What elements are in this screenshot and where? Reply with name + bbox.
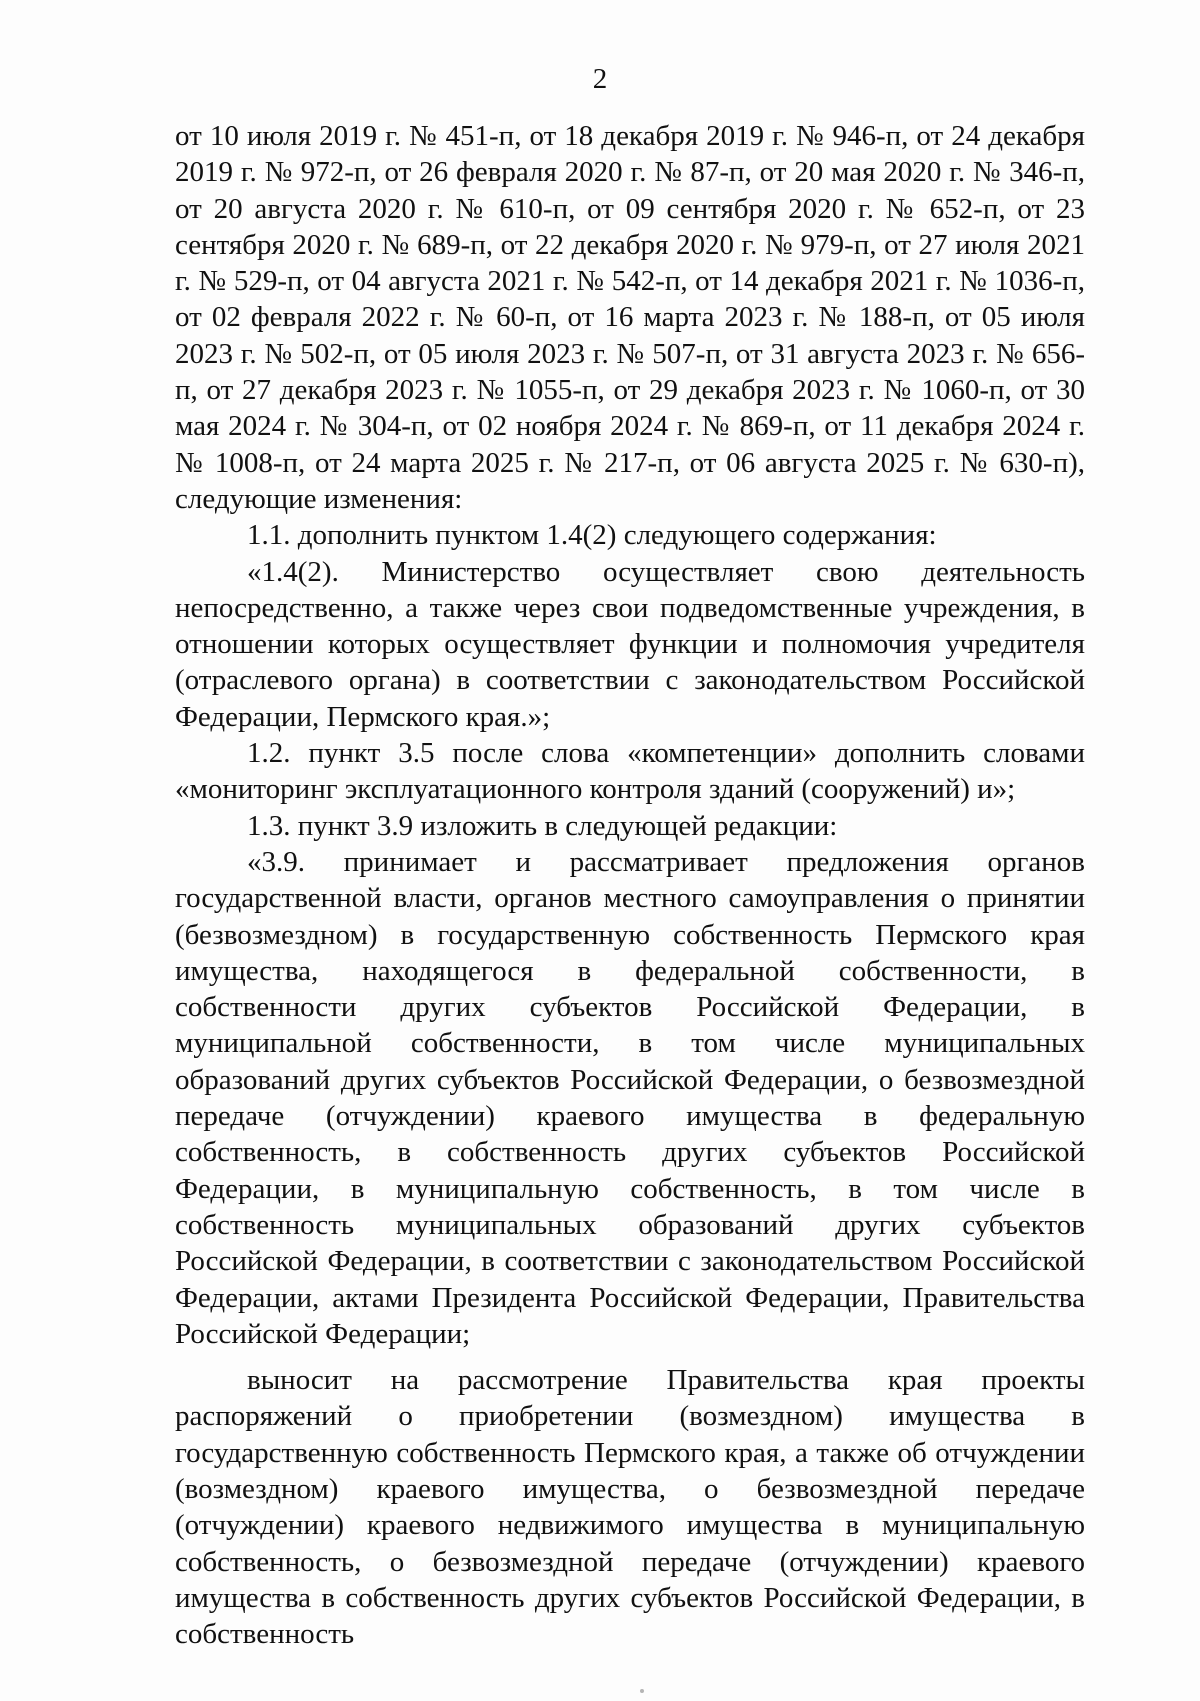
paragraph-item-1-3: 1.3. пункт 3.9 изложить в следующей редакции: <box>247 809 838 842</box>
paragraph-submits-drafts: выносит на рассмотрение Правительства края проекты распоряжений о приобретении (возмездном) имущества в государственную собственность Пермского края, а также об отчуждении (возмездном) краевого имущества, о безвозмездной передаче (отчуждении) краевого недвижимого имущества в муниципальную собственность, о безвозмездной передаче (отчуждении) краевого имущества в собственность других субъектов Российской Федерации, в собственность <box>175 1364 1085 1651</box>
paragraph-item-1-4-2-text: «1.4(2). Министерство осуществляет свою деятельность непосредственно, а также через свои подведомственные учреждения, в отношении которых осуществляет функции и полномочия учредителя (отраслевого органа) в соответствии с законодательством Российской Федерации, Пермского края.»; <box>175 555 1085 733</box>
paragraph-item-1-2: 1.2. пункт 3.5 после слова «компетенции» дополнить словами «мониторинг эксплуатационного контроля зданий (сооружений) и»; <box>175 737 1085 806</box>
page-number: 2 <box>592 63 608 95</box>
paragraph-item-3-9-text: «3.9. принимает и рассматривает предложения органов государственной власти, органов местного самоуправления о принятии (безвозмездном) в государственную собственность Пермского края имущества, находящегося в федеральной собственности, в собственности других субъектов Российской Федерации, в муниципальной собственности, в том числе муниципальных образований других субъектов Российской Федерации, о безвозмездной передаче (отчуждении) краевого имущества в федеральную собственность, в собственность других субъектов Российской Федерации, в муниципальную собственность, в том числе в собственность муниципальных образований других субъектов Российской Федерации, в соответствии с законодательством Российской Федерации, актами Президента Российской Федерации, Правительства Российской Федерации; <box>175 845 1085 1350</box>
document-body <box>175 118 1085 1652</box>
paragraph-amendments-list: от 10 июля 2019 г. № 451-п, от 18 декабря 2019 г. № 946-п, от 24 декабря 2019 г. № 972-п, от 26 февраля 2020 г. № 87-п, от 20 мая 2020 г. № 346-п, от 20 августа 2020 г. № 610-п, от 09 сентября 2020 г. № 652-п, от 23 сентября 2020 г. № 689-п, от 22 декабря 2020 г. № 979-п, от 27 июля 2021 г. № 529-п, от 04 августа 2021 г. № 542-п, от 14 декабря 2021 г. № 1036-п, от 02 февраля 2022 г. № 60-п, от 16 марта 2023 г. № 188-п, от 05 июля 2023 г. № 502-п, от 05 июля 2023 г. № 507-п, от 31 августа 2023 г. № 656-п, от 27 декабря 2023 г. № 1055-п, от 29 декабря 2023 г. № 1060-п, от 30 мая 2024 г. № 304-п, от 02 ноября 2024 г. № 869-п, от 11 декабря 2024 г. № 1008-п, от 24 марта 2025 г. № 217-п, от 06 августа 2025 г. № 630-п), следующие изменения: <box>175 120 1085 515</box>
paragraph-item-1-1: 1.1. дополнить пунктом 1.4(2) следующего содержания: <box>247 519 937 552</box>
scan-artifact <box>640 1689 644 1693</box>
